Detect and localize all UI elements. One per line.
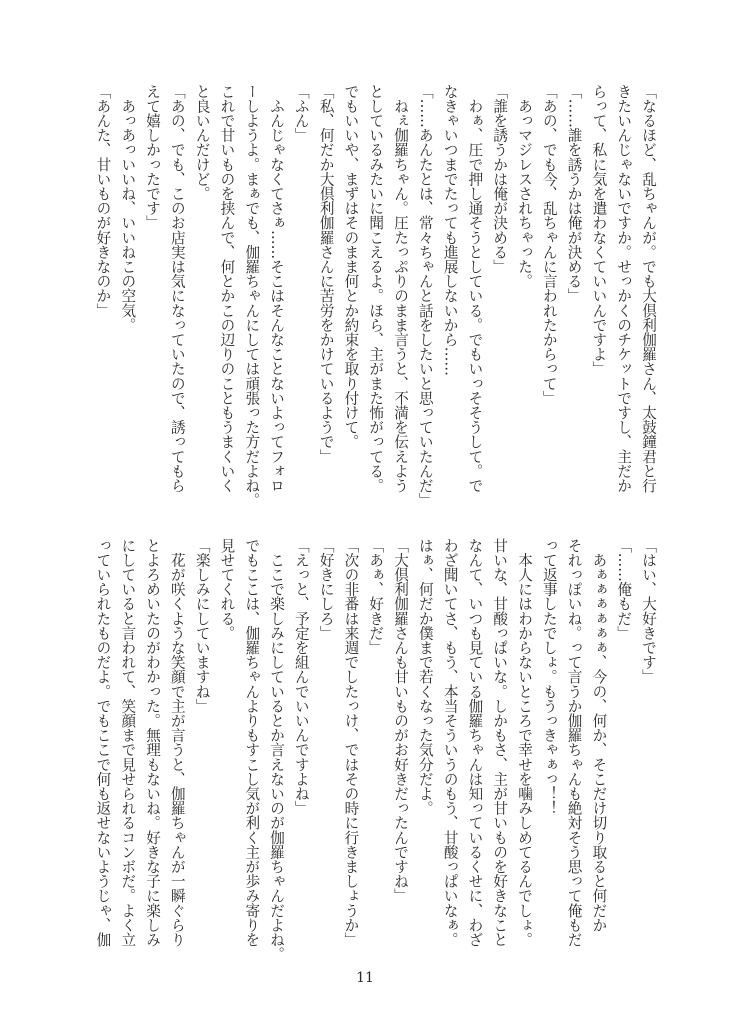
text-line: 「……俺もだ」 <box>615 538 633 641</box>
text-line: 「えっと、予定を組んでいいんですよね」 <box>292 538 310 816</box>
text-line: 「誰を誘うかは俺が決める」 <box>491 84 509 274</box>
text-block-top <box>80 84 660 509</box>
text-line: とよろめいたのがわかった。無理もないね。好きな子に楽しみ <box>144 538 162 947</box>
text-line: わざ聞いてさ、もう、本当そういうのもう、甘酸っぱいなぁ。 <box>441 538 459 947</box>
text-line: ーしようよ。まぁでも、伽羅ちゃんにしては頑張った方だよね。 <box>243 84 261 508</box>
text-line: なんて、いつも見ている伽羅ちゃんは知っているくせに、わざ <box>466 538 484 947</box>
text-line: えて嬉しかったです」 <box>144 84 162 230</box>
page-number: 11 <box>356 970 374 986</box>
text-line: あっマジレスされちゃった。 <box>516 84 534 289</box>
text-line: きたいんじゃないですか。せっかくのチケットですし、主だか <box>615 84 633 493</box>
text-line: ここで楽しみにしているとか言えないのが伽羅ちゃんだよね。 <box>268 538 286 962</box>
text-block-bottom <box>80 538 660 963</box>
text-line: あっあっいいね、いいねこの空気。 <box>119 84 137 333</box>
text-line: っていられたものだよ。でもここで何も返せないようじゃ、伽 <box>94 538 112 947</box>
text-line: 「大倶利伽羅さんも甘いものがお好きだったんですね」 <box>392 538 410 903</box>
text-line: 「はい、大好きです」 <box>640 538 657 684</box>
text-line: 「好きにしろ」 <box>317 538 335 641</box>
text-line: としているみたいに聞こえるよ。ほら、主がまた怖がってる。 <box>367 84 385 493</box>
text-line: 「次の非番は来週でしたっけ、ではその時に行きましょうか」 <box>342 538 360 947</box>
text-line: はぁ、何だか僕まで若くなった気分だよ。 <box>416 538 434 816</box>
text-line: ふんじゃなくてさぁ……そこはそんなことないよってフォロ <box>268 84 286 493</box>
text-line: 「あの、でも、このお店実は気になっていたので、誘ってもら <box>168 84 186 493</box>
text-line: 「あんた、甘いものが好きなのか」 <box>94 84 112 318</box>
text-line: 本人にはわからないところで幸せを噛みしめてるんでしょ。 <box>516 538 534 947</box>
text-line: なきゃいつまでたっても進展しないから…… <box>441 84 459 376</box>
text-line: これで甘いものを挟んで、何とかこの辺りのこともうまくいく <box>218 84 236 493</box>
text-line: 「……誰を誘うかは俺が決める」 <box>565 84 583 303</box>
text-line: わぁ、圧で押し通そうとしている。でもいっそそうして。で <box>466 84 484 493</box>
text-line: でもいいや、まずはそのまま何とか約束を取り付けて。 <box>342 84 360 449</box>
text-line: 「私、何だか大倶利伽羅さんに苦労をかけているようで」 <box>317 84 335 464</box>
text-line: 「……あんたとは、常々ちゃんと話をしたいと思っていたんだ」 <box>416 84 434 508</box>
text-line: にしていると言われて、笑顔まで見せられるコンボだ。よく立 <box>119 538 137 947</box>
text-line: あぁぁぁぁぁぁ、今の、何か、そこだけ切り取ると何だか <box>590 538 608 933</box>
text-line: 「ふん」 <box>292 84 310 143</box>
text-line: ねぇ伽羅ちゃん。圧たっぷりのまま言うと、不満を伝えよう <box>392 84 410 493</box>
text-line: でもここは、伽羅ちゃんよりもすこし気が利く主が歩み寄りを <box>243 538 261 947</box>
text-line: 「あぁ、好きだ」 <box>367 538 385 655</box>
text-line: らって、私に気を遣わなくていいんですよ」 <box>590 84 608 376</box>
text-line: 「なるほど、乱ちゃんが。でも大倶利伽羅さん、太鼓鐘君と行 <box>640 84 657 493</box>
text-line: 見せてくれる。 <box>218 538 236 641</box>
text-line: って返事したでしょ。もうっきゃぁっ！！ <box>540 538 558 816</box>
text-line: 「楽しみにしていますね」 <box>193 538 211 714</box>
text-line: 花が咲くような笑顔で主が言うと、伽羅ちゃんが一瞬ぐらり <box>168 538 186 947</box>
text-line: それっぽいね。って言うか伽羅ちゃんも絶対そう思って俺もだ <box>565 538 583 947</box>
text-line: 甘いな、甘酸っぱいな。しかもさ、主が甘いものを好きなこと <box>491 538 509 947</box>
text-line: と良いんだけど。 <box>193 84 211 201</box>
text-line: 「あの、でも今、乱ちゃんに言われたからって」 <box>540 84 558 406</box>
